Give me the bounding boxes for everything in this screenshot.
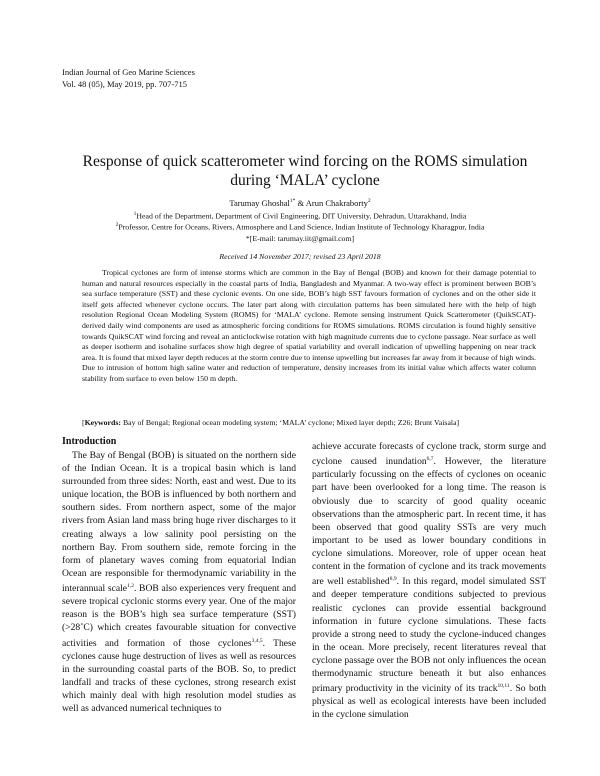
- body-paragraph: [62, 449, 296, 715]
- author-marks: 1*: [289, 198, 296, 204]
- body-paragraph: [312, 440, 546, 722]
- citation-ref: 8,9: [389, 576, 397, 583]
- section-heading: Introduction: [62, 436, 117, 447]
- citation-ref: 6,7: [426, 456, 434, 463]
- author-marks: 2: [367, 198, 371, 204]
- right-column: [312, 440, 546, 722]
- journal-name: Indian Journal of Geo Marine Sciences: [62, 67, 195, 77]
- author-name: Arun Chakraborty: [305, 197, 368, 208]
- author-line: [0, 196, 600, 209]
- body-text: The Bay of Bengal (BOB) is situated on the northern side of the Indian Ocean. It is a tropical basin which is land surrounded from three sides: North, east and west. Due to its unique location, the BOB is influenced by both northern and southern sides. From northern aspect, some of the major rivers from Asian land mass bring huge river discharges to it creating always a low salinity pool persisting on the northern Bay. From southern side, remote forcing in the form of planetary waves coming from equatorial Indian Ocean are responsible for thermodynamic variability in the interannual scale: [62, 450, 296, 595]
- journal-header: [62, 67, 195, 90]
- affiliation: [0, 220, 600, 233]
- citation-ref: 3,4,5: [251, 637, 263, 644]
- keywords: [82, 418, 536, 429]
- author-name: Tarumay Ghoshal: [229, 197, 290, 208]
- body-text: achieve accurate forecasts of cyclone track, storm surge and cyclone caused inundation: [312, 441, 546, 468]
- body-text: . However, the literature particularly focussing on the effects of cyclones on oceanic part have been overlooked for a long time. The reason is obviously due to scarcity of good quality oceanic observations than the atmospheric part. In recent time, it has been observed that good quality SSTs are very much important to be used as lower boundary conditions in cyclone simulations. Moreover, role of upper ocean heat content in the formation of cyclone and its track movements are well established: [312, 456, 547, 588]
- body-text: . In this regard, model simulated SST and deeper temperature conditions subjected to previous realistic cyclones can provide essential background information in future cyclone simulations. These facts provide a strong need to study the cyclone-induced changes in the ocean. More precisely, recent literatures reveal that cyclone passage over the BOB not only influences the ocean thermodynamic structure beneath it but also enhances primary productivity in the vicinity of its track: [312, 576, 546, 695]
- abstract: Tropical cyclones are form of intense storms which are common in the Bay of Bengal (BOB) and known for their damage potential to human and natural resources especially in the coastal parts of India, Bangladesh and Myanmar. A two-way effect is prominent between BOB’s sea surface temperature (SST) and these cyclonic events. On one side, BOB’s high SST favours formation of cyclones and on the other side it itself gets affected whenever cyclone occurs. The later part along with circulation patterns has been simulated here with the help of high resolution Regional Ocean Modeling System (ROMS) for ‘MALA’ cyclone. Remote sensing instrument Quick Scatterometer (QuikSCAT)-derived daily wind components are used as atmospheric forcing conditions for ROMS simulations. ROMS circulation is found highly sensitive towards QuikSCAT wind forcing and reveal an anticlockwise rotation with high magnitude currents due to cyclone passage. Near surface as well as deeper isotherm and isohaline surfaces show high degree of spatial variability and overall indication of upwelling happening on near track area. It is found that mixed layer depth reduces at the storm centre due to intense upwelling but increases far away from it because of high winds. Due to intrusion of bottom high saline water and reduction of temperature, density increases from its initial value which affects water column stability from surface to even below 150 m depth.: [82, 268, 536, 383]
- received-dates: Received 14 November 2017; revised 23 April 2018: [219, 252, 381, 261]
- journal-citation: Vol. 48 (05), May 2019, pp. 707-715: [62, 78, 187, 89]
- citation-ref: 10,11: [497, 683, 510, 690]
- body-text: . BOB also experiences very frequent and severe tropical cyclonic storms every year. One of the major reason is the BOB’s high sea surface temperature (SST) (>28˚C) which creates favourable situation for convective activities and formation of those cyclones: [62, 583, 296, 649]
- keywords-text: Bay of Bengal; Regional ocean modeling system; ‘MALA’ cyclone; Mixed layer depth; Z26; Brunt Vaisala]: [121, 418, 460, 427]
- affiliation-mark: 1: [133, 211, 137, 217]
- affiliation-mark: 2: [115, 222, 119, 228]
- affiliation-text: Professor, Centre for Oceans, Rivers, Atmosphere and Land Science, Indian Institute of Technology Kharagpur, India: [118, 222, 485, 232]
- keywords-open-bracket: [: [82, 418, 85, 427]
- keywords-label: Keywords:: [84, 418, 121, 427]
- citation-ref: 1,2: [127, 582, 134, 589]
- author-separator: &: [295, 197, 306, 208]
- paper-title: Response of quick scatterometer wind forcing on the ROMS simulation during ‘MALA’ cyclone: [82, 153, 528, 189]
- corresponding-email: *[E-mail: tarumay.iit@gmail.com]: [245, 234, 355, 243]
- affiliation-text: Head of the Department, Department of Civil Engineering, DIT University, Dehradun, Uttarakhand, India: [136, 211, 467, 221]
- body-text: . These cyclones cause huge destruction of lives as well as resources in the surrounding coastal parts of the BOB. So, to predict landfall and tracks of these cyclones, strong research exist which mainly deal with high resolution model studies as well as advanced numerical techniques to: [62, 637, 296, 715]
- body-text: . So both physical as well as ecological interests have been included in the cyclone simulation: [312, 683, 546, 721]
- left-column: [62, 436, 296, 715]
